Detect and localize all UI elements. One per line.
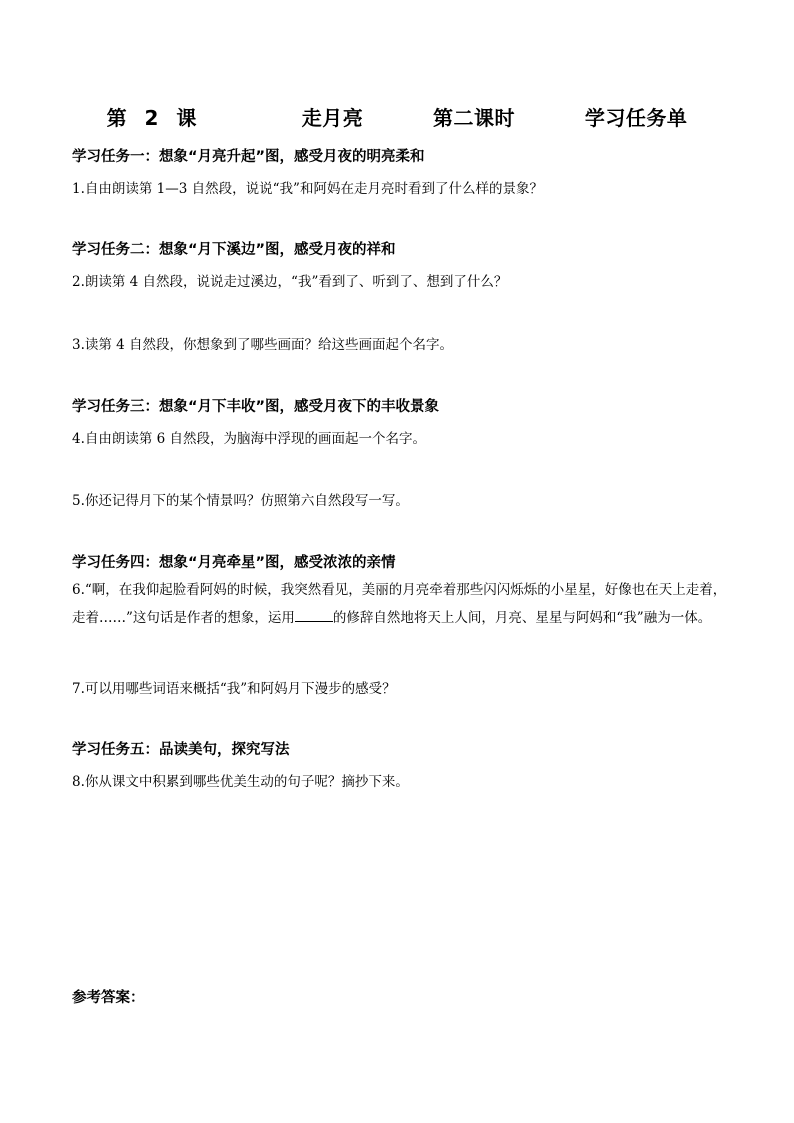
question-2: 2.朗读第 4 自然段，说说走过溪边，“我”看到了、听到了、想到了什么？ — [72, 274, 508, 290]
question-6-text-before-blank: 6.“啊，在我仰起脸看阿妈的时候，我突然看见，美丽的月亮牵着那些闪闪烁烁的小星星，好像也在天上走着，走着……”这句话是作者的想象，运用 — [72, 582, 727, 626]
question-1: 1.自由朗读第 1—3 自然段，说说“我”和阿妈在走月亮时看到了什么样的景象？ — [72, 181, 543, 197]
task3-heading: 学习任务三：想象“月下丰收”图，感受月夜下的丰收景象 — [72, 399, 440, 415]
question-6-text-after-blank: 的修辞自然地将天上人间，月亮、星星与阿妈和“我”融为一体。 — [332, 610, 712, 626]
page-title: 第 2 课 走月亮 第二课时 学习任务单 — [106, 106, 688, 130]
answer-blank[interactable] — [295, 607, 333, 622]
question-5: 5.你还记得月下的某个情景吗？仿照第六自然段写一写。 — [72, 493, 409, 509]
question-6 — [72, 576, 737, 632]
question-8: 8.你从课文中积累到哪些优美生动的句子呢？摘抄下来。 — [72, 774, 409, 790]
task2-heading: 学习任务二：想象“月下溪边”图，感受月夜的祥和 — [72, 242, 396, 258]
task4-heading: 学习任务四：想象“月亮牵星”图，感受浓浓的亲情 — [72, 555, 396, 571]
answers-label: 参考答案： — [72, 990, 145, 1006]
task1-heading: 学习任务一：想象“月亮升起”图，感受月夜的明亮柔和 — [72, 149, 425, 165]
question-7: 7.可以用哪些词语来概括“我”和阿妈月下漫步的感受？ — [72, 681, 396, 697]
task5-heading: 学习任务五：品读美句，探究写法 — [72, 742, 290, 758]
question-3: 3.读第 4 自然段，你想象到了哪些画面？给这些画面起个名字。 — [72, 337, 454, 353]
question-4: 4.自由朗读第 6 自然段，为脑海中浮现的画面起一个名字。 — [72, 431, 427, 447]
